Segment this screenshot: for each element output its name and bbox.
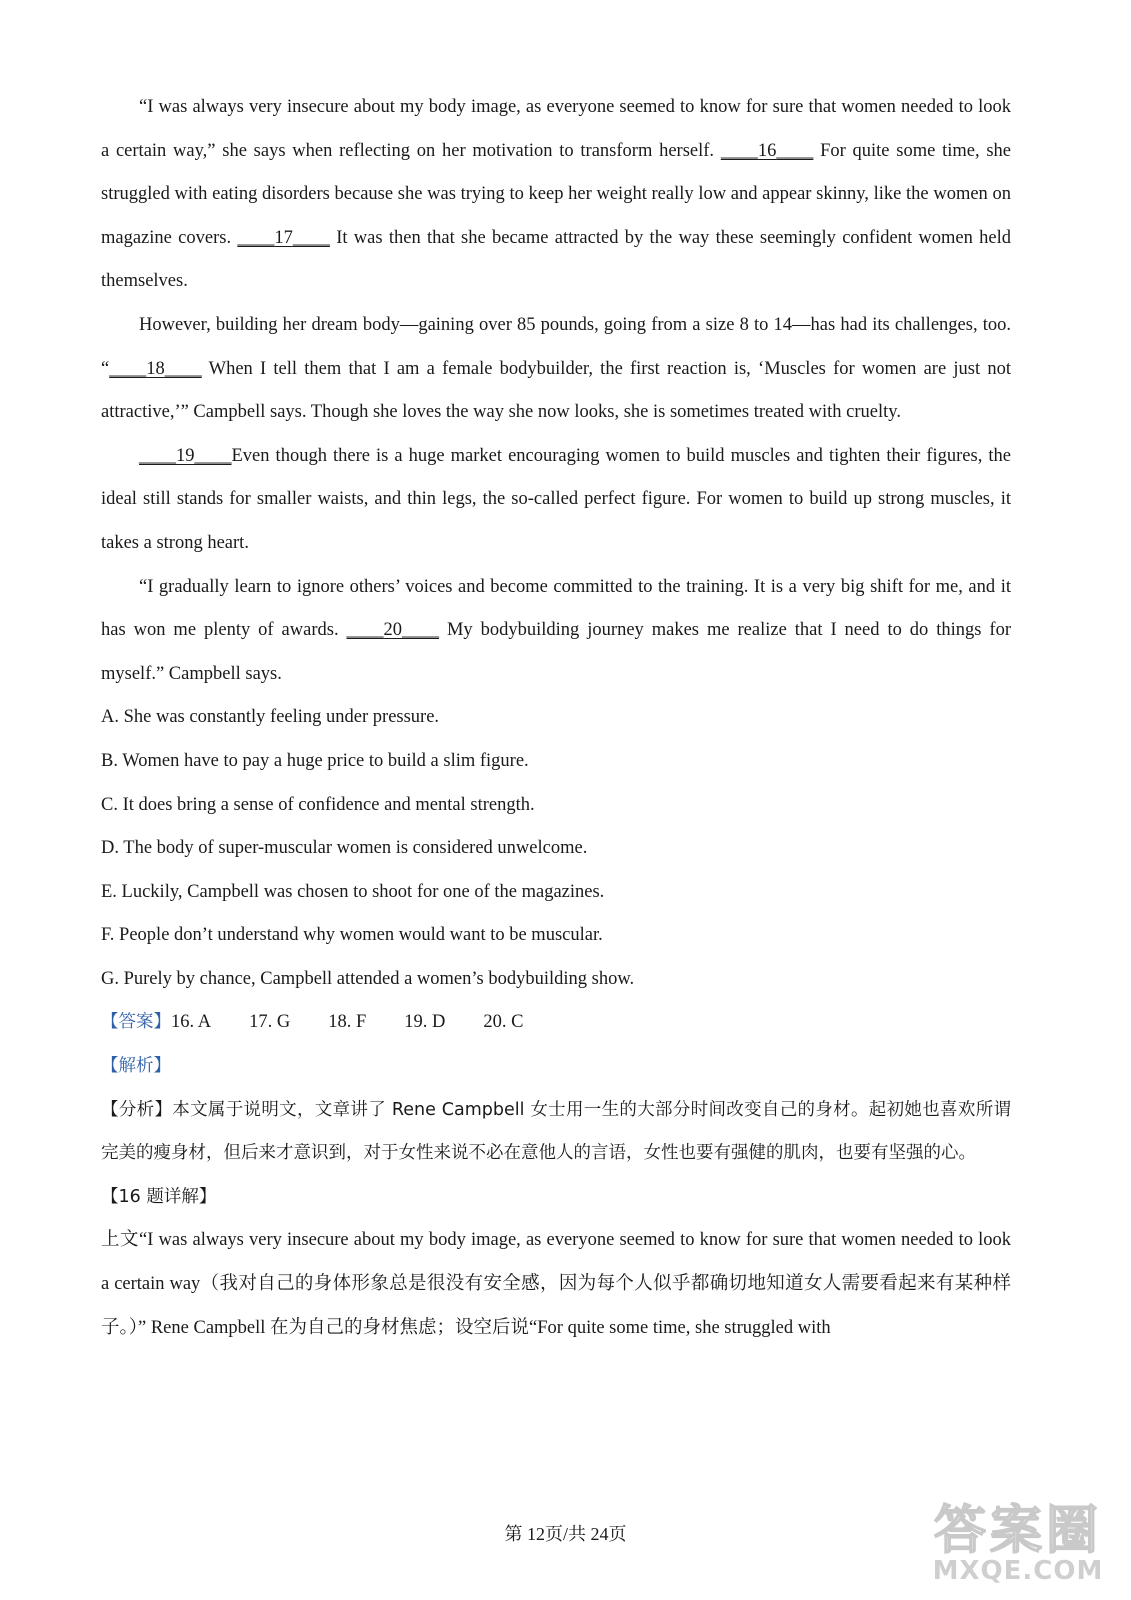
page-content — [101, 86, 1011, 1350]
summary-label: 【分析】 — [101, 1099, 173, 1120]
passage-paragraph-2 — [101, 304, 1011, 435]
watermark-en: MXQE.COM — [932, 1556, 1104, 1586]
blank-20: ____20____ — [346, 620, 440, 641]
blank-19: ____19____ — [139, 445, 232, 466]
answer-19: 19. D — [404, 1012, 446, 1033]
q16-heading: 【16 题详解】 — [101, 1186, 217, 1207]
analysis-label: 【解析】 — [101, 1056, 171, 1077]
passage-paragraph-1 — [101, 86, 1011, 304]
text-span: My bodybuilding journey makes me realize that I need to do things for myself.” Campbell says. — [101, 620, 1011, 684]
analysis-summary — [101, 1089, 1011, 1176]
option-d: D. The body of super-muscular women is considered unwelcome. — [101, 838, 588, 859]
text-span: It was then that she became attracted by the way these seemingly confident women held themselves. — [101, 227, 1011, 292]
answer-label: 【答案】 — [101, 1012, 171, 1033]
passage-paragraph-3 — [101, 435, 1011, 566]
blank-18: ____18____ — [109, 358, 202, 379]
analysis-heading — [101, 1045, 1011, 1089]
passage-paragraph-4 — [101, 566, 1011, 697]
watermark-cn: 答案圈 — [933, 1501, 1102, 1561]
summary-text: 本文属于说明文，文章讲了 Rene Campbell 女士用一生的大部分时间改变自己的身材。起初她也喜欢所谓完美的瘦身材，但后来才意识到，对于女性来说不必在意他人的言语，女性也要有强健的肌肉，也要有坚强的心。 — [101, 1099, 1012, 1164]
option-b: B. Women have to pay a huge price to build a slim figure. — [101, 750, 529, 771]
text-span: “I gradually learn to ignore others’ voices and become committed to the training. It is a very big shift for me, and it has won me plenty of awards. — [101, 576, 1011, 641]
option-a: A. She was constantly feeling under pressure. — [101, 707, 440, 728]
option-e: E. Luckily, Campbell was chosen to shoot for one of the magazines. — [101, 881, 605, 902]
text-span: Even though there is a huge market encouraging women to build muscles and tighten their figures, the ideal still stands for smaller waists, and thin legs, the so-called perfect figure. For women to build up strong muscles, it takes a strong heart. — [101, 445, 1011, 553]
option-g: G. Purely by chance, Campbell attended a women’s bodybuilding show. — [101, 968, 635, 989]
answer-20: 20. C — [483, 1012, 524, 1033]
answer-17: 17. G — [249, 1012, 291, 1033]
option-c: C. It does bring a sense of confidence and mental strength. — [101, 794, 535, 815]
answer-16: 16. A — [171, 1012, 212, 1033]
text-span: “I was always very insecure about my body image, as everyone seemed to know for sure that women needed to look a certain way,” she says when reflecting on her motivation to transform herself. — [101, 97, 1011, 161]
text-span: When I tell them that I am a female bodybuilder, the first reaction is, ‘Muscles for women are just not attractive,’” Campbell says. Though she loves the way she now looks, she is sometimes treated with cruelty. — [101, 358, 1011, 423]
text-span: For quite some time, she struggled with eating disorders because she was trying to keep her weight really low and appear skinny, like the women on magazine covers. — [101, 140, 1011, 248]
blank-16: ____16____ — [720, 140, 814, 161]
answer-row — [101, 1001, 1011, 1045]
watermark-logo — [918, 1488, 1118, 1593]
blank-17: ____17____ — [237, 227, 330, 248]
page-footer: 第 12页/共 24页 — [504, 1524, 627, 1544]
q16-detail: 上文“I was always very insecure about my body image, as everyone seemed to know for sure that women needed to look a certain way（我对自己的身体形象总是很没有安全感，因为每个人似乎都确切地知道女人需要看起来有某种样子。）” Rene Campbell 在为自己的身材焦虑；设空后说“For quite some time, she struggled with — [101, 1230, 1011, 1338]
text-span: However, building her dream body—gaining over 85 pounds, going from a size 8 to 14—has had its challenges, too. “ — [101, 314, 1011, 379]
option-f: F. People don’t understand why women would want to be muscular. — [101, 925, 603, 946]
answer-18: 18. F — [328, 1012, 367, 1033]
